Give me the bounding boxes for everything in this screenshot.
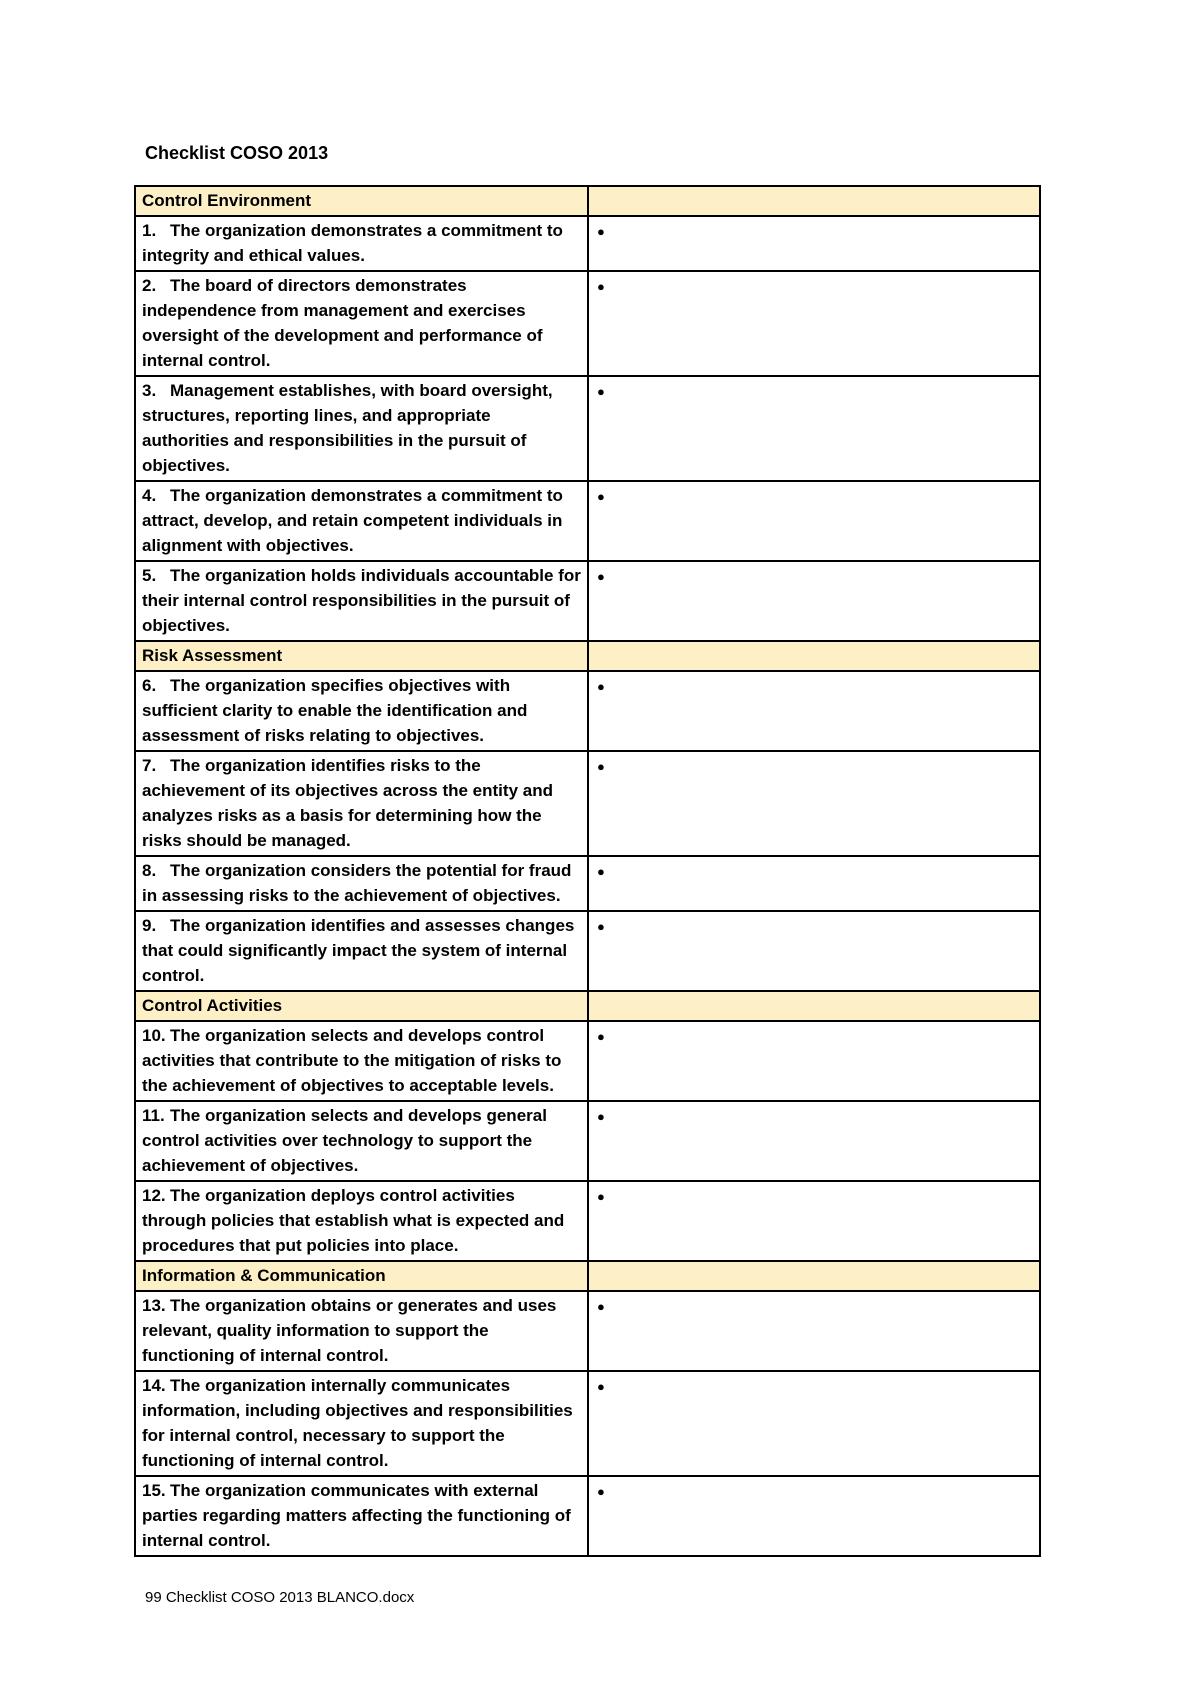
section-header-row [135, 641, 1040, 671]
section-title: Control Activities [135, 991, 588, 1021]
checklist-row [135, 376, 1040, 481]
answer-cell[interactable] [588, 911, 1040, 991]
principle-cell [135, 1476, 588, 1556]
section-answer-cell [588, 186, 1040, 216]
bullet-icon: ● [597, 384, 605, 399]
principle-number: 11. [142, 1106, 165, 1125]
principle-cell [135, 1101, 588, 1181]
answer-cell[interactable] [588, 671, 1040, 751]
checklist-row [135, 1021, 1040, 1101]
bullet-icon: ● [597, 1029, 605, 1044]
principle-number: 13. [142, 1296, 166, 1315]
principle-text: The organization selects and develops general control activities over technology to support the achievement of objectives. [142, 1106, 547, 1175]
footer-filename: 99 Checklist COSO 2013 BLANCO.docx [145, 1589, 415, 1606]
bullet-icon: ● [597, 1189, 605, 1204]
section-title: Information & Communication [135, 1261, 588, 1291]
principle-number: 14. [142, 1376, 166, 1395]
principle-cell [135, 1021, 588, 1101]
section-answer-cell [588, 991, 1040, 1021]
principle-text: The organization selects and develops control activities that contribute to the mitigation of risks to the achievement of objectives to acceptable levels. [142, 1026, 562, 1095]
bullet-icon: ● [597, 1109, 605, 1124]
bullet-icon: ● [597, 864, 605, 879]
principle-text: The organization internally communicates information, including objectives and responsibilities for internal control, necessary to support the functioning of internal control. [142, 1376, 573, 1470]
section-header-row [135, 991, 1040, 1021]
principle-number: 8. [142, 861, 157, 880]
bullet-icon: ● [597, 1299, 605, 1314]
answer-cell[interactable] [588, 1021, 1040, 1101]
answer-cell[interactable] [588, 1476, 1040, 1556]
principle-number: 15. [142, 1481, 166, 1500]
section-answer-cell [588, 641, 1040, 671]
principle-number: 3. [142, 381, 157, 400]
principle-number: 2. [142, 276, 157, 295]
principle-cell [135, 376, 588, 481]
checklist-table [134, 185, 1041, 1557]
principle-cell [135, 216, 588, 271]
answer-cell[interactable] [588, 216, 1040, 271]
checklist-row [135, 1476, 1040, 1556]
checklist-row [135, 1371, 1040, 1476]
principle-number: 1. [142, 221, 157, 240]
principle-cell [135, 1291, 588, 1371]
principle-text: The organization deploys control activities through policies that establish what is expected and procedures that put policies into place. [142, 1186, 565, 1255]
checklist-row [135, 1181, 1040, 1261]
principle-number: 7. [142, 756, 157, 775]
answer-cell[interactable] [588, 376, 1040, 481]
principle-text: The organization demonstrates a commitment to attract, develop, and retain competent individuals in alignment with objectives. [142, 486, 563, 555]
principle-cell [135, 671, 588, 751]
checklist-row [135, 751, 1040, 856]
answer-cell[interactable] [588, 1371, 1040, 1476]
checklist-row [135, 216, 1040, 271]
principle-text: Management establishes, with board oversight, structures, reporting lines, and appropriate authorities and responsibilities in the pursuit of objectives. [142, 381, 553, 475]
checklist-row [135, 561, 1040, 641]
principle-text: The organization obtains or generates and uses relevant, quality information to support the functioning of internal control. [142, 1296, 557, 1365]
section-header-row [135, 1261, 1040, 1291]
principle-cell [135, 1371, 588, 1476]
answer-cell[interactable] [588, 561, 1040, 641]
principle-number: 5. [142, 566, 157, 585]
bullet-icon: ● [597, 1379, 605, 1394]
principle-text: The organization holds individuals accountable for their internal control responsibilities in the pursuit of objectives. [142, 566, 581, 635]
checklist-row [135, 1291, 1040, 1371]
checklist-row [135, 1101, 1040, 1181]
document-title: Checklist COSO 2013 [145, 143, 329, 163]
principle-cell [135, 481, 588, 561]
principle-number: 12. [142, 1186, 166, 1205]
checklist-row [135, 911, 1040, 991]
principle-text: The organization communicates with external parties regarding matters affecting the functioning of internal control. [142, 1481, 571, 1550]
bullet-icon: ● [597, 759, 605, 774]
section-header-row [135, 186, 1040, 216]
checklist-body [135, 186, 1040, 1556]
answer-cell[interactable] [588, 481, 1040, 561]
answer-cell[interactable] [588, 271, 1040, 376]
principle-cell [135, 856, 588, 911]
checklist-row [135, 271, 1040, 376]
principle-text: The organization identifies risks to the achievement of its objectives across the entity and analyzes risks as a basis for determining how the risks should be managed. [142, 756, 553, 850]
answer-cell[interactable] [588, 856, 1040, 911]
bullet-icon: ● [597, 224, 605, 239]
bullet-icon: ● [597, 679, 605, 694]
principle-text: The board of directors demonstrates independence from management and exercises oversight of the development and performance of internal control. [142, 276, 543, 370]
bullet-icon: ● [597, 489, 605, 504]
principle-cell [135, 561, 588, 641]
checklist-row [135, 671, 1040, 751]
bullet-icon: ● [597, 919, 605, 934]
principle-cell [135, 1181, 588, 1261]
principle-number: 10. [142, 1026, 166, 1045]
principle-cell [135, 751, 588, 856]
checklist-row [135, 856, 1040, 911]
bullet-icon: ● [597, 1484, 605, 1499]
principle-number: 9. [142, 916, 157, 935]
section-answer-cell [588, 1261, 1040, 1291]
section-title: Risk Assessment [135, 641, 588, 671]
principle-text: The organization specifies objectives with sufficient clarity to enable the identification and assessment of risks relating to objectives. [142, 676, 528, 745]
principle-number: 4. [142, 486, 157, 505]
answer-cell[interactable] [588, 1181, 1040, 1261]
principle-cell [135, 271, 588, 376]
bullet-icon: ● [597, 279, 605, 294]
bullet-icon: ● [597, 569, 605, 584]
principle-number: 6. [142, 676, 157, 695]
section-title: Control Environment [135, 186, 588, 216]
principle-text: The organization considers the potential for fraud in assessing risks to the achievement of objectives. [142, 861, 572, 905]
principle-cell [135, 911, 588, 991]
principle-text: The organization demonstrates a commitment to integrity and ethical values. [142, 221, 563, 265]
checklist-row [135, 481, 1040, 561]
principle-text: The organization identifies and assesses changes that could significantly impact the system of internal control. [142, 916, 575, 985]
answer-cell[interactable] [588, 751, 1040, 856]
answer-cell[interactable] [588, 1101, 1040, 1181]
answer-cell[interactable] [588, 1291, 1040, 1371]
